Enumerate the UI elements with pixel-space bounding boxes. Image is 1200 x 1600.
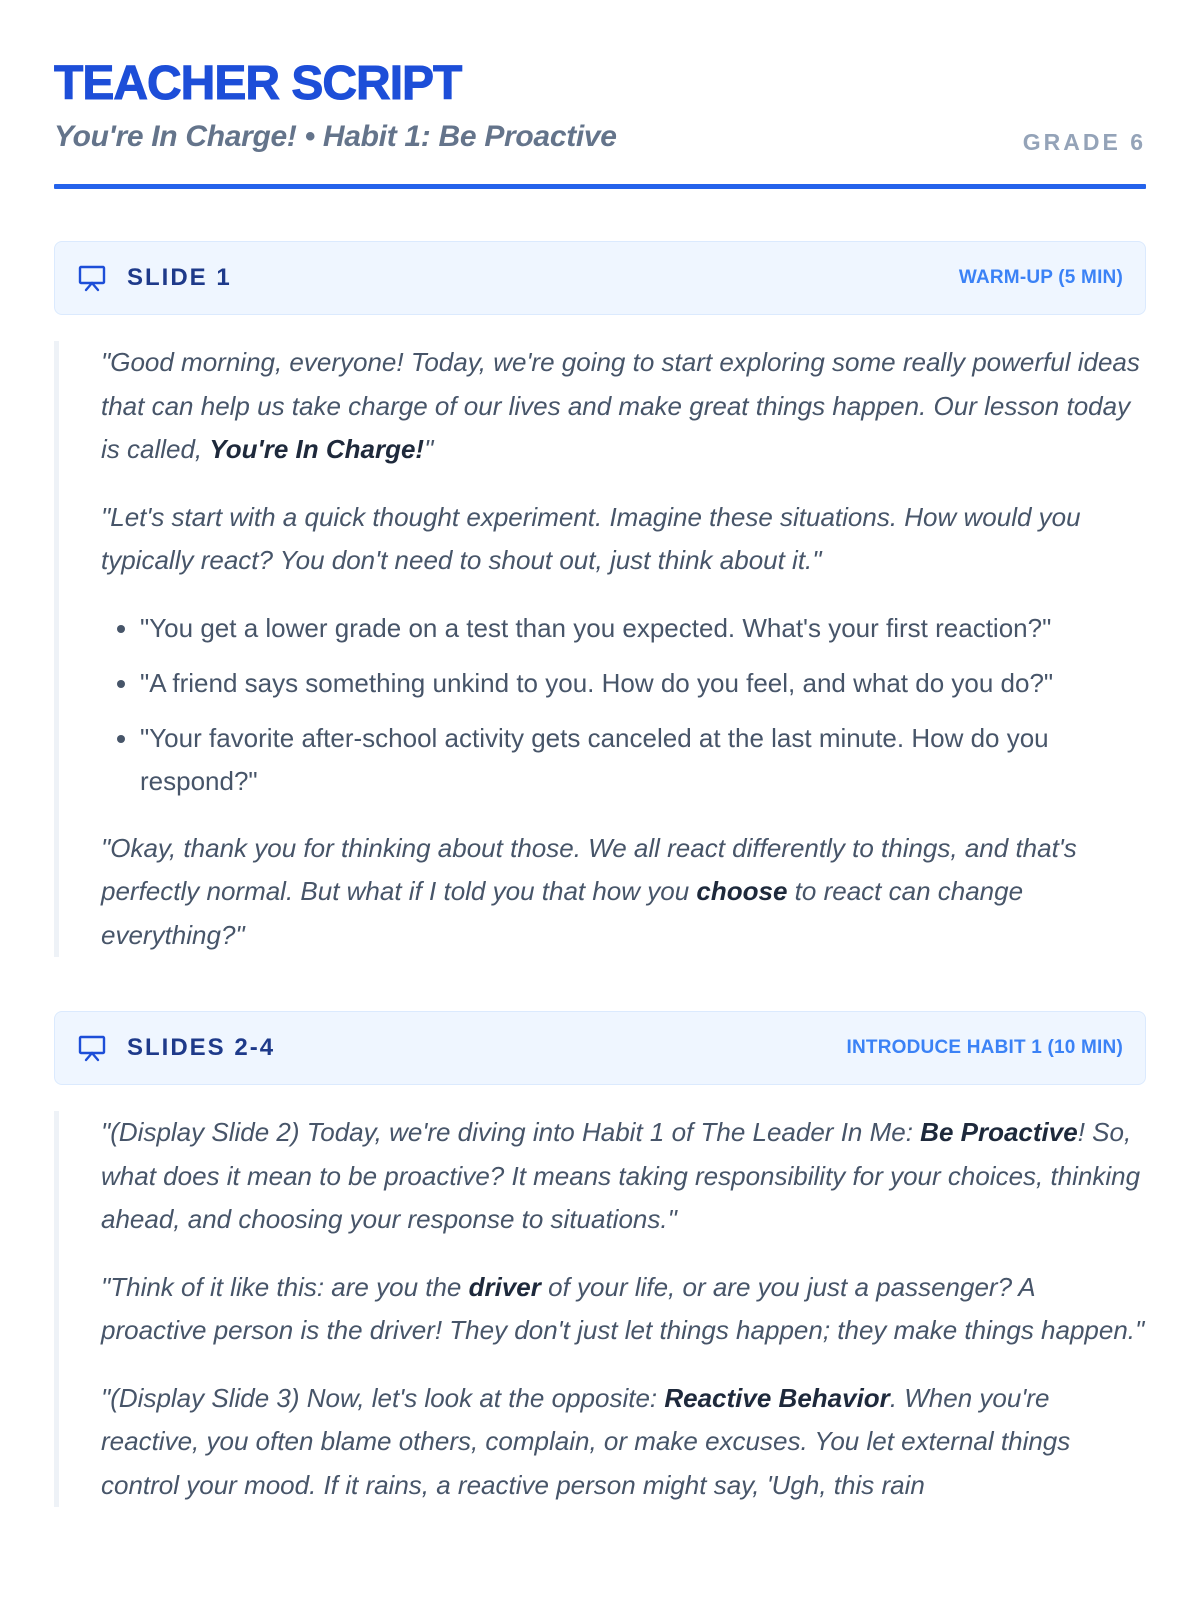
- list-item: • "A friend says something unkind to you. How do you feel, and what do you do?": [140, 662, 1146, 705]
- slide-timing-tag: WARM-UP (5 MIN): [958, 267, 1123, 288]
- script-text: ! So, what does it mean to be proactive? It means taking responsibility for your choices, thinking ahead, and choosing your response to situations.": [101, 1117, 1141, 1234]
- slide-label: SLIDES 2-4: [127, 1034, 276, 1061]
- grade-label: GRADE 6: [1022, 129, 1146, 155]
- page-header: [54, 0, 1146, 189]
- script-text: "Good morning, everyone! Today, we're going to start exploring some really powerful ideas that can help us take charge of our lives and make great things happen. Our lesson today is called,: [101, 347, 1140, 464]
- slide-header-left: [77, 263, 232, 293]
- slide-section-1: [54, 241, 1146, 957]
- script-paragraph: "Let's start with a quick thought experiment. Imagine these situations. How would you typically react? You don't need to shout out, just think about it.": [101, 501, 1081, 575]
- script-block: [54, 1111, 1146, 1507]
- header-divider: [54, 184, 1146, 189]
- script-emphasis: You're In Charge!: [209, 434, 425, 464]
- script-paragraph: [101, 1111, 1146, 1242]
- script-emphasis: choose: [696, 876, 788, 906]
- slide-header-1: [54, 241, 1146, 315]
- script-text: . When you're reactive, you often blame others, complain, or make excuses. You let external things control your mood. If it rains, a reactive person might say, 'Ugh, this rain: [101, 1382, 1071, 1500]
- slide-label: SLIDE 1: [127, 264, 232, 291]
- script-text: "Okay, thank you for thinking about those. We all react differently to things, and that's perfectly normal. But what if I told you that how you: [101, 832, 1077, 906]
- script-text: ": [424, 434, 434, 464]
- script-text: of your life, or are you just a passenger? A proactive person is the driver! They don't just let things happen; they make things happen.": [101, 1271, 1145, 1345]
- slide-header-left: [77, 1033, 275, 1063]
- script-emphasis: Be Proactive: [920, 1117, 1078, 1147]
- script-text: to react can change everything?": [101, 876, 1024, 950]
- list-item: • "Your favorite after-school activity gets canceled at the last minute. How do you respond?": [140, 717, 1146, 803]
- script-emphasis: Reactive Behavior: [664, 1382, 890, 1413]
- script-text: "(Display Slide 3) Now, let's look at the opposite:: [101, 1382, 665, 1413]
- script-paragraph: [101, 827, 1146, 958]
- presentation-icon: [77, 263, 107, 293]
- script-text: "(Display Slide 2) Today, we're diving into Habit 1 of The Leader In Me:: [101, 1117, 921, 1147]
- lesson-subtitle: You're In Charge! • Habit 1: Be Proactive: [54, 120, 617, 153]
- header-subrow: [54, 120, 1146, 154]
- script-text: "Think of it like this: are you the: [101, 1271, 469, 1302]
- slide-header-2: [54, 1011, 1146, 1085]
- slide-section-2: [54, 1011, 1146, 1507]
- list-item: • "You get a lower grade on a test than you expected. What's your first reaction?": [140, 607, 1146, 650]
- script-paragraph: [101, 1266, 1146, 1353]
- script-emphasis: driver: [468, 1271, 541, 1302]
- script-paragraph: [101, 1377, 1146, 1508]
- presentation-icon: [77, 1033, 107, 1063]
- script-paragraph: [101, 341, 1146, 472]
- scenario-list: [101, 607, 1146, 803]
- script-block: [54, 341, 1146, 957]
- slide-timing-tag: INTRODUCE HABIT 1 (10 MIN): [846, 1037, 1123, 1058]
- page-title: TEACHER SCRIPT: [54, 57, 462, 110]
